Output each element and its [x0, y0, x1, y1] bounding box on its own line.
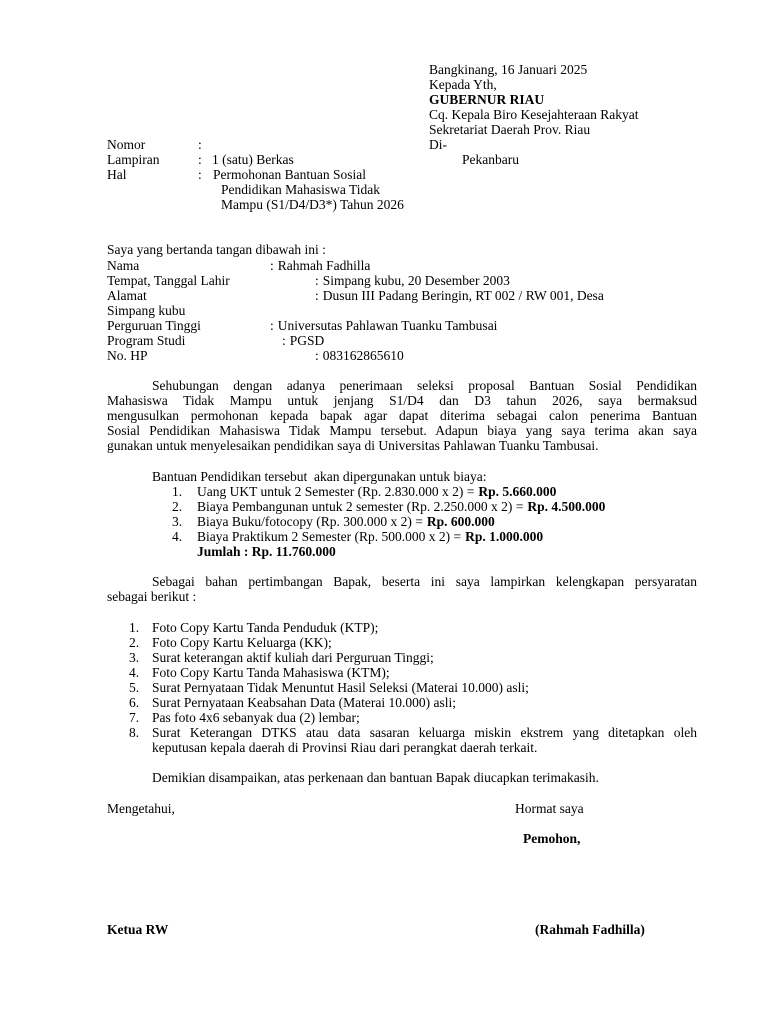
attachment-number: 8.: [129, 725, 140, 740]
cost-item-desc: Uang UKT untuk 2 Semester (Rp. 2.830.000 x 2) =: [197, 484, 475, 499]
attachment-item: Foto Copy Kartu Tanda Penduduk (KTP);: [152, 620, 379, 635]
attachment-item: Foto Copy Kartu Keluarga (KK);: [152, 635, 332, 650]
identity-value-continuation: Simpang kubu: [107, 303, 186, 318]
attachment-item: Surat keterangan aktif kuliah dari Perguruan Tinggi;: [152, 650, 434, 665]
lampiran-separator: :: [198, 152, 202, 167]
signature-right-name: (Rahmah Fadhilla): [535, 922, 645, 937]
cost-item-number: 3.: [172, 514, 183, 529]
identity-value: Simpang kubu, 20 Desember 2003: [322, 273, 510, 288]
attachment-number: 5.: [129, 680, 140, 695]
paragraph-line: gunakan untuk menyelesaikan pendidikan saya di Universitas Pahlawan Tuanku Tambusai.: [107, 438, 599, 453]
signature-left-name: Ketua RW: [107, 922, 169, 937]
attachment-number: 4.: [129, 665, 140, 680]
attachment-item: Surat Pernyataan Keabsahan Data (Materai 10.000) asli;: [152, 695, 457, 710]
identity-value-row: [315, 288, 604, 303]
identity-label: Nama: [107, 258, 140, 273]
identity-value: PGSD: [289, 333, 325, 348]
identity-value-row: [315, 348, 404, 363]
attachment-item: Pas foto 4x6 sebanyak dua (2) lembar;: [152, 710, 360, 725]
identity-value: Dusun III Padang Beringin, RT 002 / RW 001, Desa: [322, 288, 604, 303]
identity-value: Universutas Pahlawan Tuanku Tambusai: [277, 318, 498, 333]
cost-item-amount: Rp. 1.000.000: [465, 529, 544, 544]
greeting: Kepada Yth,: [429, 77, 497, 92]
recipient-via: Cq. Kepala Biro Kesejahteraan Rakyat: [429, 107, 639, 122]
identity-separator: :: [270, 258, 274, 273]
attachment-item-continuation: keputusan kepala daerah di Provinsi Riau dari perangkat daerah terkait.: [152, 740, 538, 755]
intro-sentence: Saya yang bertanda tangan dibawah ini :: [107, 242, 326, 257]
cost-item-amount: Rp. 600.000: [426, 514, 495, 529]
attachment-item: Surat Pernyataan Tidak Menuntut Hasil Seleksi (Materai 10.000) asli;: [152, 680, 529, 695]
cost-item-desc: Biaya Pembangunan untuk 2 semester (Rp. 2.250.000 x 2) =: [197, 499, 524, 514]
cost-item: [197, 529, 543, 544]
identity-separator: :: [315, 273, 319, 288]
identity-value-row: [282, 333, 324, 348]
identity-label: Tempat, Tanggal Lahir: [107, 273, 230, 288]
cost-intro: Bantuan Pendidikan tersebut akan dipergunakan untuk biaya:: [152, 469, 487, 484]
identity-label: Program Studi: [107, 333, 186, 348]
cost-item-number: 2.: [172, 499, 183, 514]
identity-value-row: [270, 258, 370, 273]
paragraph-line: Sehubungan dengan adanya penerimaan seleksi proposal Bantuan Sosial Pendidikan: [152, 378, 697, 393]
attachment-item: Surat Keterangan DTKS atau data sasaran keluarga miskin ekstrem yang ditetapkan oleh: [152, 725, 697, 740]
signature-left-label: Mengetahui,: [107, 801, 175, 816]
attachments-intro-line: Sebagai bahan pertimbangan Bapak, beserta ini saya lampirkan kelengkapan persyaratan: [152, 574, 697, 589]
identity-label: Perguruan Tinggi: [107, 318, 201, 333]
identity-value-row: [315, 273, 510, 288]
hal-label: Hal: [107, 167, 127, 182]
hal-line: Pendidikan Mahasiswa Tidak: [221, 182, 381, 197]
attachment-number: 2.: [129, 635, 140, 650]
identity-value-row: [270, 318, 497, 333]
identity-separator: :: [270, 318, 274, 333]
nomor-label: Nomor: [107, 137, 146, 152]
cost-item-amount: Rp. 5.660.000: [478, 484, 557, 499]
paragraph-line: mengusulkan permohonan kepada bapak agar dapat diterima sebagai calon penerima Bantuan: [107, 408, 697, 423]
identity-value: 083162865610: [322, 348, 404, 363]
hal-separator: :: [198, 167, 202, 182]
cost-item-desc: Biaya Buku/fotocopy (Rp. 300.000 x 2) =: [197, 514, 423, 529]
cost-item-number: 1.: [172, 484, 183, 499]
cost-item: [197, 484, 556, 499]
attachment-number: 3.: [129, 650, 140, 665]
identity-label: No. HP: [107, 348, 148, 363]
lampiran-value: 1 (satu) Berkas: [212, 152, 294, 167]
attachment-number: 1.: [129, 620, 140, 635]
attachment-number: 7.: [129, 710, 140, 725]
paragraph-line: Sosial Pendidikan Mahasiswa Tidak Mampu tersebut. Adapun biaya yang saya terima akan saya: [107, 423, 697, 438]
recipient-name: GUBERNUR RIAU: [429, 92, 545, 107]
identity-separator: :: [315, 348, 319, 363]
signature-right-label: Hormat saya: [515, 801, 584, 816]
cost-item-amount: Rp. 4.500.000: [527, 499, 606, 514]
closing-sentence: Demikian disampaikan, atas perkenaan dan bantuan Bapak diucapkan terimakasih.: [152, 770, 599, 785]
lampiran-label: Lampiran: [107, 152, 160, 167]
cost-item-desc: Biaya Praktikum 2 Semester (Rp. 500.000 x 2) =: [197, 529, 462, 544]
attachment-item: Foto Copy Kartu Tanda Mahasiswa (KTM);: [152, 665, 390, 680]
signature-right-role: Pemohon,: [523, 831, 581, 846]
attachments-intro-line: sebagai berikut :: [107, 589, 197, 604]
identity-separator: :: [282, 333, 286, 348]
hal-line: Permohonan Bantuan Sosial: [213, 167, 366, 182]
nomor-separator: :: [198, 137, 202, 152]
cost-item: [197, 514, 495, 529]
place-date: Bangkinang, 16 Januari 2025: [429, 62, 588, 77]
hal-line: Mampu (S1/D4/D3*) Tahun 2026: [221, 197, 404, 212]
recipient-city: Pekanbaru: [462, 152, 519, 167]
cost-total: Jumlah : Rp. 11.760.000: [197, 544, 336, 559]
paragraph-line: Mahasiswa Tidak Mampu untuk jenjang S1/D4 dan D3 tahun 2026, saya bermaksud: [107, 393, 697, 408]
identity-separator: :: [315, 288, 319, 303]
attachment-number: 6.: [129, 695, 140, 710]
recipient-di: Di-: [429, 137, 447, 152]
cost-item-number: 4.: [172, 529, 183, 544]
recipient-office: Sekretariat Daerah Prov. Riau: [429, 122, 591, 137]
cost-item: [197, 499, 605, 514]
identity-value: Rahmah Fadhilla: [277, 258, 371, 273]
identity-label: Alamat: [107, 288, 147, 303]
